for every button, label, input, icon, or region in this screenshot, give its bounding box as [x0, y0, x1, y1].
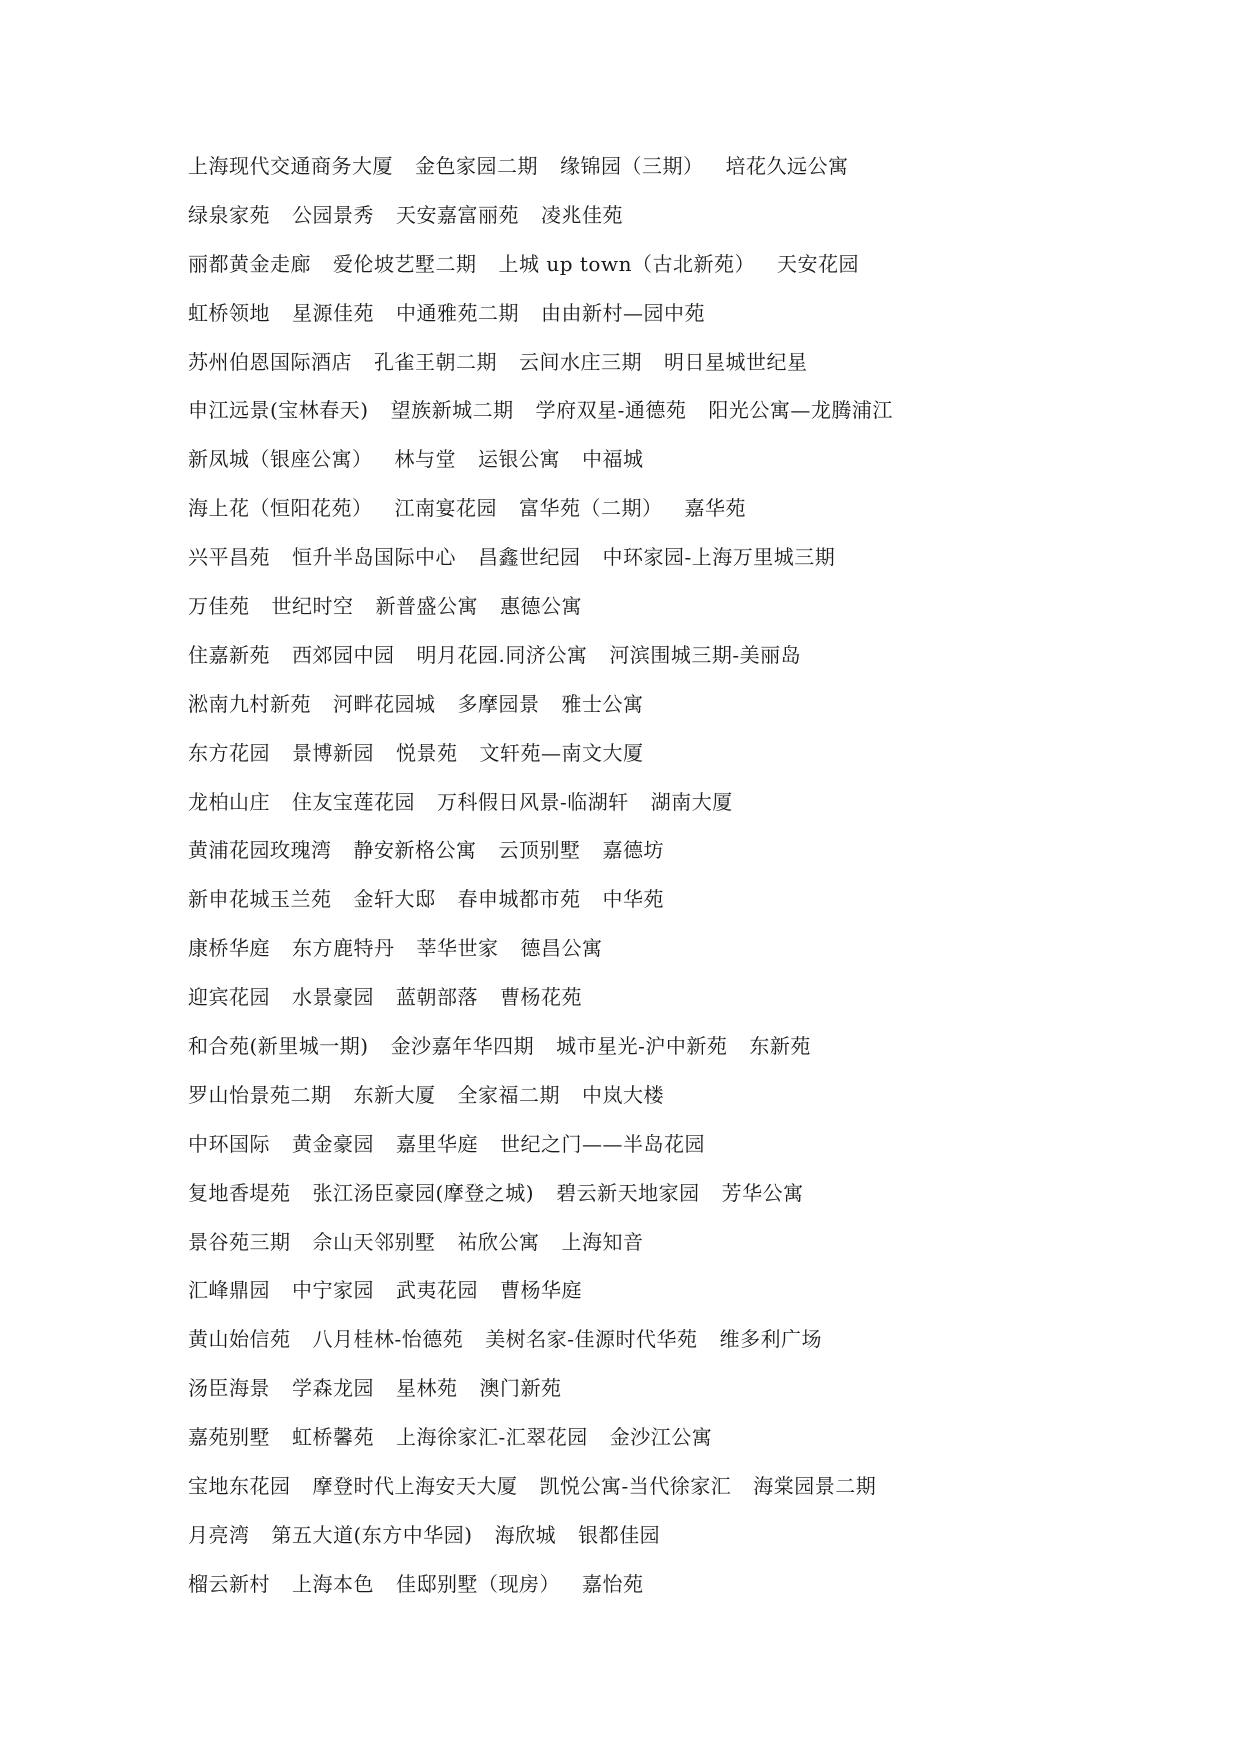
- list-line: [188, 1181, 1188, 1230]
- list-entry: 河畔花园城: [333, 691, 436, 716]
- list-entry: 和合苑(新里城一期): [188, 1034, 369, 1059]
- list-entry: 虹桥馨苑: [292, 1425, 374, 1450]
- list-entry: 中环家园-上海万里城三期: [602, 545, 836, 570]
- list-line: [188, 790, 1188, 839]
- list-entry: 云顶别墅: [498, 838, 581, 863]
- list-entry: 东方花园: [188, 740, 270, 765]
- list-entry: 张江汤臣豪园(摩登之城): [312, 1180, 535, 1205]
- list-entry: 海欣城: [494, 1522, 557, 1547]
- list-line: [188, 447, 1188, 496]
- list-line: [188, 1278, 1188, 1327]
- list-entry: 汇峰鼎园: [188, 1278, 270, 1303]
- list-entry: 金沙江公寓: [609, 1425, 713, 1450]
- list-entry: 碧云新天地家园: [556, 1180, 700, 1205]
- list-entry: 莘华世家: [416, 936, 499, 961]
- list-line: [188, 252, 1188, 301]
- list-entry: 虹桥领地: [188, 300, 270, 325]
- list-entry: 富华苑（二期）: [519, 496, 663, 521]
- list-entry: 康桥华庭: [188, 936, 270, 961]
- list-entry: 宝地东花园: [188, 1474, 291, 1499]
- list-line: [188, 1132, 1188, 1181]
- list-entry: 学府双星-通德苑: [535, 398, 687, 423]
- list-entry: 龙柏山庄: [188, 789, 270, 814]
- list-entry: 淞南九村新苑: [188, 691, 311, 716]
- list-line: [188, 203, 1188, 252]
- list-entry: 上海本色: [292, 1571, 374, 1596]
- list-entry: 曹杨华庭: [500, 1278, 582, 1303]
- list-entry: 江南宴花园: [394, 496, 497, 521]
- list-entry: 兴平昌苑: [188, 545, 270, 570]
- list-entry: 水景豪园: [292, 985, 374, 1010]
- list-entry: 海棠园景二期: [753, 1474, 877, 1499]
- list-entry: 世纪时空: [271, 594, 354, 619]
- list-entry: 武夷花园: [396, 1278, 478, 1303]
- list-line: [188, 741, 1188, 790]
- list-entry: 绿泉家苑: [188, 202, 270, 227]
- list-entry: 悦景苑: [396, 740, 458, 765]
- list-entry: 金色家园二期: [415, 154, 538, 178]
- list-entry: 申江远景(宝林春天): [188, 398, 369, 423]
- list-entry: 佘山天邻别墅: [312, 1229, 436, 1254]
- list-entry: 天安嘉富丽苑: [396, 202, 519, 227]
- list-entry: 万科假日风景-临湖轩: [437, 789, 629, 814]
- list-entry: 爱伦坡艺墅二期: [333, 251, 477, 276]
- list-entry: 多摩园景: [457, 691, 540, 716]
- list-entry: 住友宝莲花园: [292, 789, 415, 814]
- list-line: [188, 1425, 1188, 1474]
- list-entry: 景谷苑三期: [188, 1229, 291, 1254]
- list-entry: 中环国际: [188, 1131, 270, 1156]
- list-line: [188, 985, 1188, 1034]
- list-entry: 汤臣海景: [188, 1376, 270, 1401]
- list-entry: 中福城: [582, 447, 644, 472]
- list-entry: 金沙嘉年华四期: [390, 1034, 535, 1059]
- list-entry: 缘锦园（三期）: [560, 154, 704, 178]
- list-entry: 林与堂: [394, 447, 456, 472]
- list-entry: 河滨围城三期-美丽岛: [609, 642, 802, 667]
- list-line: [188, 301, 1188, 350]
- list-entry: 世纪之门——半岛花园: [500, 1131, 705, 1156]
- list-entry: 摩登时代上海安天大厦: [312, 1474, 518, 1499]
- list-entry: 丽都黄金走廊: [188, 251, 311, 276]
- list-line: [188, 1230, 1188, 1279]
- list-entry: 西郊园中园: [292, 642, 395, 667]
- list-entry: 中岚大楼: [582, 1082, 664, 1107]
- list-entry: 明月花园.同济公寓: [416, 642, 588, 667]
- list-line: [188, 398, 1188, 447]
- list-entry: 黄浦花园玫瑰湾: [188, 838, 332, 863]
- list-entry: 雅士公寓: [561, 691, 644, 716]
- list-entry: 昌鑫世纪园: [478, 545, 581, 570]
- list-line: [188, 154, 1188, 203]
- list-entry: 榴云新村: [188, 1571, 270, 1596]
- list-line: [188, 1474, 1188, 1523]
- list-entry: 嘉怡苑: [582, 1571, 644, 1596]
- list-entry: 云间水庄三期: [519, 349, 642, 374]
- list-entry: 迎宾花园: [188, 985, 270, 1010]
- list-entry: 嘉里华庭: [396, 1131, 478, 1156]
- property-name-list: [188, 154, 1188, 1621]
- list-line: [188, 1034, 1188, 1083]
- list-entry: 上海现代交通商务大厦: [188, 154, 393, 178]
- list-line: [188, 1327, 1188, 1376]
- list-entry: 东方鹿特丹: [292, 936, 395, 961]
- list-entry: 全家福二期: [457, 1082, 560, 1107]
- list-entry: 新申花城玉兰苑: [188, 887, 332, 912]
- list-entry: 八月桂林-怡德苑: [312, 1327, 464, 1352]
- list-entry: 万佳苑: [188, 594, 250, 619]
- list-entry: 澳门新苑: [479, 1376, 562, 1401]
- list-line: [188, 643, 1188, 692]
- list-entry: 孔雀王朝二期: [374, 349, 497, 374]
- list-entry: 罗山怡景苑二期: [188, 1082, 332, 1107]
- list-entry: 凯悦公寓-当代徐家汇: [539, 1474, 732, 1499]
- list-entry: 嘉苑别墅: [188, 1425, 270, 1450]
- list-entry: 金轩大邸: [353, 887, 436, 912]
- list-entry: 静安新格公寓: [353, 838, 477, 863]
- list-entry: 月亮湾: [188, 1522, 250, 1547]
- list-entry: 阳光公寓—龙腾浦江: [708, 398, 893, 423]
- list-entry: 景博新园: [292, 740, 374, 765]
- list-entry: 中宁家园: [292, 1278, 374, 1303]
- list-entry: 嘉华苑: [684, 496, 746, 521]
- list-entry: 黄山始信苑: [188, 1327, 291, 1352]
- list-entry: 嘉德坊: [602, 838, 664, 863]
- list-entry: 文轩苑—南文大厦: [479, 740, 644, 765]
- list-entry: 湖南大厦: [650, 789, 733, 814]
- list-entry: 芳华公寓: [721, 1180, 804, 1205]
- list-entry: 天安花园: [776, 251, 859, 276]
- list-line: [188, 1083, 1188, 1132]
- list-entry: 第五大道(东方中华园): [271, 1522, 473, 1547]
- list-entry: 中华苑: [602, 887, 664, 912]
- list-line: [188, 350, 1188, 399]
- list-line: [188, 838, 1188, 887]
- list-line: [188, 1572, 1188, 1621]
- list-entry: 明日星城世纪星: [664, 349, 808, 374]
- list-entry: 美树名家-佳源时代华苑: [485, 1327, 698, 1352]
- list-line: [188, 496, 1188, 545]
- list-line: [188, 1523, 1188, 1572]
- list-entry: 星林苑: [396, 1376, 458, 1401]
- list-entry: 银都佳园: [578, 1522, 661, 1547]
- list-line: [188, 887, 1188, 936]
- list-entry: 维多利广场: [719, 1327, 823, 1352]
- list-entry: 凌兆佳苑: [541, 202, 623, 227]
- list-entry: 运银公寓: [478, 447, 560, 472]
- list-entry: 学森龙园: [292, 1376, 374, 1401]
- list-line: [188, 936, 1188, 985]
- list-entry: 德昌公寓: [520, 936, 603, 961]
- list-line: [188, 594, 1188, 643]
- list-entry: 上海徐家汇-汇翠花园: [396, 1425, 588, 1450]
- list-entry: 上城 up town（古北新苑）: [498, 251, 755, 276]
- list-entry: 佳邸别墅（现房）: [396, 1571, 560, 1596]
- list-entry: 祐欣公寓: [457, 1229, 540, 1254]
- list-entry: 黄金豪园: [292, 1131, 374, 1156]
- list-entry: 新普盛公寓: [375, 594, 478, 619]
- list-entry: 蓝朝部落: [396, 985, 478, 1010]
- list-entry: 培花久远公寓: [725, 154, 849, 178]
- list-entry: 星源佳苑: [292, 300, 374, 325]
- list-entry: 苏州伯恩国际酒店: [188, 349, 352, 374]
- list-entry: 东新苑: [749, 1034, 811, 1059]
- list-entry: 望族新城二期: [390, 398, 514, 423]
- list-entry: 春申城都市苑: [457, 887, 581, 912]
- list-entry: 城市星光-沪中新苑: [556, 1034, 728, 1059]
- list-entry: 曹杨花苑: [500, 985, 582, 1010]
- list-entry: 住嘉新苑: [188, 642, 270, 667]
- list-entry: 东新大厦: [353, 1082, 436, 1107]
- list-line: [188, 545, 1188, 594]
- list-entry: 海上花（恒阳花苑）: [188, 496, 373, 521]
- list-entry: 复地香堤苑: [188, 1180, 291, 1205]
- list-line: [188, 1376, 1188, 1425]
- list-entry: 新凤城（银座公寓）: [188, 447, 373, 472]
- list-line: [188, 692, 1188, 741]
- list-entry: 上海知音: [561, 1229, 644, 1254]
- list-entry: 公园景秀: [292, 202, 374, 227]
- list-entry: 恒升半岛国际中心: [292, 545, 456, 570]
- list-entry: 由由新村—园中苑: [541, 300, 705, 325]
- list-entry: 中通雅苑二期: [396, 300, 519, 325]
- list-entry: 惠德公寓: [500, 594, 582, 619]
